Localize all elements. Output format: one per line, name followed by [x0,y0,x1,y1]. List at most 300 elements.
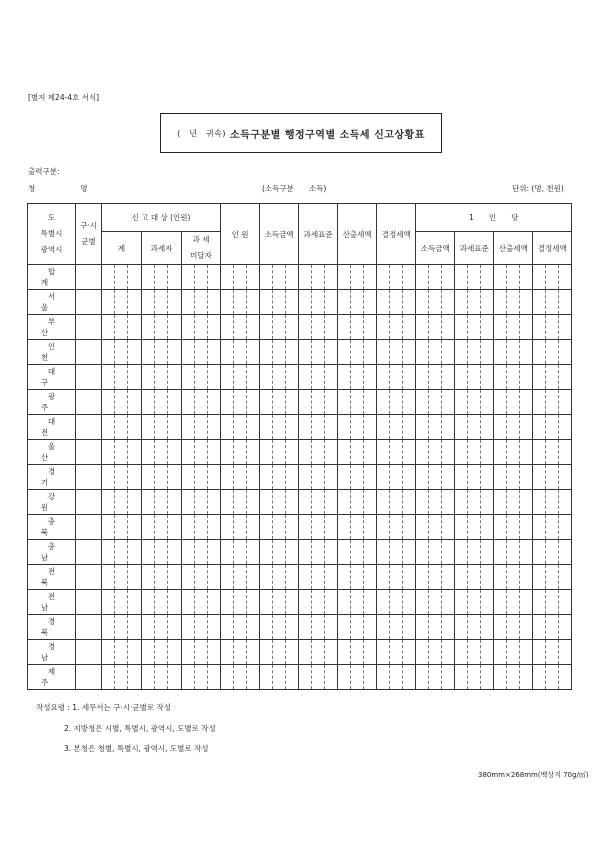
value-cell[interactable] [520,265,533,290]
value-cell[interactable] [390,290,403,315]
value-cell[interactable] [351,640,364,665]
value-cell[interactable] [533,365,546,390]
value-cell[interactable] [546,615,559,640]
value-cell[interactable] [390,540,403,565]
value-cell[interactable] [325,290,338,315]
value-cell[interactable] [299,665,312,690]
value-cell[interactable] [481,465,494,490]
value-cell[interactable] [260,265,273,290]
value-cell[interactable] [260,540,273,565]
value-cell[interactable] [168,415,182,440]
value-cell[interactable] [364,565,377,590]
value-cell[interactable] [260,315,273,340]
value-cell[interactable] [142,265,155,290]
value-cell[interactable] [390,615,403,640]
value-cell[interactable] [247,615,260,640]
value-cell[interactable] [299,540,312,565]
value-cell[interactable] [260,340,273,365]
value-cell[interactable] [377,615,390,640]
value-cell[interactable] [533,290,546,315]
value-cell[interactable] [312,565,325,590]
value-cell[interactable] [338,515,351,540]
value-cell[interactable] [155,465,168,490]
value-cell[interactable] [338,615,351,640]
value-cell[interactable] [455,590,468,615]
value-cell[interactable] [247,465,260,490]
value-cell[interactable] [208,340,221,365]
value-cell[interactable] [168,640,182,665]
value-cell[interactable] [390,265,403,290]
value-cell[interactable] [442,515,455,540]
value-cell[interactable] [507,615,520,640]
value-cell[interactable] [260,515,273,540]
value-cell[interactable] [338,465,351,490]
value-cell[interactable] [507,665,520,690]
value-cell[interactable] [273,390,286,415]
value-cell[interactable] [559,540,572,565]
value-cell[interactable] [325,640,338,665]
value-cell[interactable] [286,565,299,590]
value-cell[interactable] [299,515,312,540]
value-cell[interactable] [155,665,168,690]
value-cell[interactable] [221,365,234,390]
value-cell[interactable] [102,565,115,590]
value-cell[interactable] [364,290,377,315]
value-cell[interactable] [273,515,286,540]
value-cell[interactable] [468,590,481,615]
value-cell[interactable] [168,490,182,515]
value-cell[interactable] [195,665,208,690]
value-cell[interactable] [115,590,128,615]
value-cell[interactable] [182,615,195,640]
value-cell[interactable] [234,465,247,490]
value-cell[interactable] [520,665,533,690]
value-cell[interactable] [208,265,221,290]
value-cell[interactable] [325,490,338,515]
value-cell[interactable] [416,315,429,340]
value-cell[interactable] [208,315,221,340]
value-cell[interactable] [128,640,142,665]
value-cell[interactable] [351,665,364,690]
value-cell[interactable] [481,365,494,390]
value-cell[interactable] [273,440,286,465]
value-cell[interactable] [429,490,442,515]
value-cell[interactable] [507,265,520,290]
value-cell[interactable] [390,590,403,615]
value-cell[interactable] [273,540,286,565]
value-cell[interactable] [195,290,208,315]
value-cell[interactable] [286,340,299,365]
value-cell[interactable] [182,265,195,290]
value-cell[interactable] [338,390,351,415]
value-cell[interactable] [559,515,572,540]
value-cell[interactable] [247,290,260,315]
value-cell[interactable] [128,390,142,415]
value-cell[interactable] [168,290,182,315]
value-cell[interactable] [442,590,455,615]
value-cell[interactable] [168,515,182,540]
value-cell[interactable] [390,565,403,590]
value-cell[interactable] [455,565,468,590]
value-cell[interactable] [403,365,416,390]
value-cell[interactable] [403,590,416,615]
value-cell[interactable] [546,415,559,440]
value-cell[interactable] [494,340,507,365]
value-cell[interactable] [115,265,128,290]
value-cell[interactable] [128,590,142,615]
value-cell[interactable] [221,390,234,415]
value-cell[interactable] [128,490,142,515]
value-cell[interactable] [546,265,559,290]
value-cell[interactable] [312,440,325,465]
value-cell[interactable] [247,365,260,390]
value-cell[interactable] [182,390,195,415]
value-cell[interactable] [390,365,403,390]
value-cell[interactable] [494,590,507,615]
value-cell[interactable] [364,440,377,465]
value-cell[interactable] [247,590,260,615]
value-cell[interactable] [234,515,247,540]
value-cell[interactable] [115,465,128,490]
value-cell[interactable] [468,290,481,315]
value-cell[interactable] [155,565,168,590]
value-cell[interactable] [142,390,155,415]
value-cell[interactable] [520,290,533,315]
value-cell[interactable] [155,490,168,515]
value-cell[interactable] [142,515,155,540]
value-cell[interactable] [221,615,234,640]
value-cell[interactable] [455,315,468,340]
value-cell[interactable] [273,615,286,640]
value-cell[interactable] [546,440,559,465]
value-cell[interactable] [377,490,390,515]
value-cell[interactable] [312,615,325,640]
value-cell[interactable] [312,490,325,515]
value-cell[interactable] [520,615,533,640]
value-cell[interactable] [403,665,416,690]
value-cell[interactable] [455,290,468,315]
value-cell[interactable] [208,540,221,565]
value-cell[interactable] [195,340,208,365]
value-cell[interactable] [442,315,455,340]
value-cell[interactable] [234,290,247,315]
value-cell[interactable] [403,390,416,415]
value-cell[interactable] [364,390,377,415]
value-cell[interactable] [247,340,260,365]
value-cell[interactable] [208,290,221,315]
value-cell[interactable] [338,340,351,365]
value-cell[interactable] [195,390,208,415]
value-cell[interactable] [390,315,403,340]
value-cell[interactable] [312,315,325,340]
value-cell[interactable] [507,490,520,515]
district-cell[interactable] [76,440,102,465]
value-cell[interactable] [273,665,286,690]
value-cell[interactable] [182,640,195,665]
value-cell[interactable] [234,490,247,515]
value-cell[interactable] [351,415,364,440]
value-cell[interactable] [442,640,455,665]
value-cell[interactable] [234,315,247,340]
value-cell[interactable] [403,490,416,515]
value-cell[interactable] [533,640,546,665]
value-cell[interactable] [115,665,128,690]
value-cell[interactable] [155,415,168,440]
value-cell[interactable] [455,415,468,440]
value-cell[interactable] [494,265,507,290]
value-cell[interactable] [429,290,442,315]
value-cell[interactable] [429,415,442,440]
value-cell[interactable] [429,615,442,640]
value-cell[interactable] [155,265,168,290]
value-cell[interactable] [468,565,481,590]
value-cell[interactable] [208,465,221,490]
value-cell[interactable] [364,415,377,440]
value-cell[interactable] [286,315,299,340]
value-cell[interactable] [481,265,494,290]
value-cell[interactable] [221,415,234,440]
value-cell[interactable] [403,290,416,315]
value-cell[interactable] [520,515,533,540]
value-cell[interactable] [364,265,377,290]
value-cell[interactable] [416,615,429,640]
value-cell[interactable] [429,365,442,390]
value-cell[interactable] [102,640,115,665]
value-cell[interactable] [351,440,364,465]
value-cell[interactable] [364,665,377,690]
value-cell[interactable] [546,665,559,690]
value-cell[interactable] [273,290,286,315]
district-cell[interactable] [76,315,102,340]
value-cell[interactable] [481,615,494,640]
value-cell[interactable] [286,515,299,540]
value-cell[interactable] [208,615,221,640]
value-cell[interactable] [468,640,481,665]
value-cell[interactable] [351,365,364,390]
value-cell[interactable] [416,640,429,665]
value-cell[interactable] [416,265,429,290]
value-cell[interactable] [168,340,182,365]
value-cell[interactable] [260,290,273,315]
value-cell[interactable] [364,615,377,640]
value-cell[interactable] [195,440,208,465]
value-cell[interactable] [142,640,155,665]
value-cell[interactable] [299,490,312,515]
value-cell[interactable] [325,265,338,290]
value-cell[interactable] [416,490,429,515]
value-cell[interactable] [559,365,572,390]
value-cell[interactable] [195,465,208,490]
value-cell[interactable] [221,640,234,665]
value-cell[interactable] [260,415,273,440]
value-cell[interactable] [559,565,572,590]
value-cell[interactable] [429,640,442,665]
value-cell[interactable] [364,490,377,515]
value-cell[interactable] [533,440,546,465]
value-cell[interactable] [351,490,364,515]
value-cell[interactable] [195,415,208,440]
value-cell[interactable] [299,340,312,365]
value-cell[interactable] [416,290,429,315]
value-cell[interactable] [247,390,260,415]
value-cell[interactable] [247,490,260,515]
value-cell[interactable] [208,490,221,515]
value-cell[interactable] [481,490,494,515]
value-cell[interactable] [442,265,455,290]
value-cell[interactable] [507,315,520,340]
value-cell[interactable] [115,340,128,365]
value-cell[interactable] [416,515,429,540]
value-cell[interactable] [494,565,507,590]
value-cell[interactable] [520,390,533,415]
value-cell[interactable] [299,315,312,340]
value-cell[interactable] [442,365,455,390]
district-cell[interactable] [76,265,102,290]
value-cell[interactable] [142,565,155,590]
value-cell[interactable] [247,440,260,465]
value-cell[interactable] [507,590,520,615]
value-cell[interactable] [325,465,338,490]
value-cell[interactable] [390,490,403,515]
value-cell[interactable] [312,640,325,665]
value-cell[interactable] [299,640,312,665]
value-cell[interactable] [128,565,142,590]
value-cell[interactable] [429,515,442,540]
value-cell[interactable] [195,515,208,540]
value-cell[interactable] [142,465,155,490]
district-cell[interactable] [76,365,102,390]
value-cell[interactable] [182,365,195,390]
value-cell[interactable] [507,290,520,315]
value-cell[interactable] [351,315,364,340]
value-cell[interactable] [182,415,195,440]
value-cell[interactable] [128,315,142,340]
value-cell[interactable] [221,340,234,365]
value-cell[interactable] [494,540,507,565]
value-cell[interactable] [142,315,155,340]
district-cell[interactable] [76,340,102,365]
value-cell[interactable] [102,265,115,290]
value-cell[interactable] [273,265,286,290]
value-cell[interactable] [128,665,142,690]
value-cell[interactable] [377,515,390,540]
value-cell[interactable] [208,515,221,540]
value-cell[interactable] [234,415,247,440]
value-cell[interactable] [142,540,155,565]
value-cell[interactable] [442,665,455,690]
value-cell[interactable] [442,440,455,465]
value-cell[interactable] [416,415,429,440]
value-cell[interactable] [273,415,286,440]
value-cell[interactable] [442,465,455,490]
value-cell[interactable] [312,265,325,290]
value-cell[interactable] [102,665,115,690]
value-cell[interactable] [546,390,559,415]
value-cell[interactable] [221,290,234,315]
value-cell[interactable] [168,665,182,690]
value-cell[interactable] [168,365,182,390]
value-cell[interactable] [390,640,403,665]
value-cell[interactable] [299,415,312,440]
value-cell[interactable] [468,340,481,365]
value-cell[interactable] [182,315,195,340]
value-cell[interactable] [546,515,559,540]
value-cell[interactable] [351,465,364,490]
value-cell[interactable] [520,440,533,465]
value-cell[interactable] [195,540,208,565]
value-cell[interactable] [494,665,507,690]
value-cell[interactable] [299,615,312,640]
value-cell[interactable] [325,665,338,690]
value-cell[interactable] [494,390,507,415]
value-cell[interactable] [247,565,260,590]
value-cell[interactable] [260,440,273,465]
value-cell[interactable] [351,615,364,640]
value-cell[interactable] [325,365,338,390]
value-cell[interactable] [208,565,221,590]
value-cell[interactable] [208,415,221,440]
value-cell[interactable] [286,265,299,290]
value-cell[interactable] [312,515,325,540]
value-cell[interactable] [546,490,559,515]
value-cell[interactable] [533,415,546,440]
value-cell[interactable] [325,415,338,440]
value-cell[interactable] [208,665,221,690]
value-cell[interactable] [155,365,168,390]
district-cell[interactable] [76,640,102,665]
value-cell[interactable] [377,565,390,590]
value-cell[interactable] [546,315,559,340]
value-cell[interactable] [168,440,182,465]
value-cell[interactable] [221,265,234,290]
value-cell[interactable] [364,465,377,490]
value-cell[interactable] [403,440,416,465]
value-cell[interactable] [155,540,168,565]
value-cell[interactable] [377,440,390,465]
value-cell[interactable] [481,340,494,365]
value-cell[interactable] [533,590,546,615]
value-cell[interactable] [221,440,234,465]
value-cell[interactable] [546,340,559,365]
value-cell[interactable] [260,365,273,390]
value-cell[interactable] [273,590,286,615]
value-cell[interactable] [273,365,286,390]
value-cell[interactable] [494,465,507,490]
district-cell[interactable] [76,590,102,615]
value-cell[interactable] [155,390,168,415]
value-cell[interactable] [442,340,455,365]
value-cell[interactable] [234,265,247,290]
value-cell[interactable] [403,415,416,440]
value-cell[interactable] [455,490,468,515]
value-cell[interactable] [208,590,221,615]
value-cell[interactable] [455,465,468,490]
value-cell[interactable] [325,315,338,340]
value-cell[interactable] [520,565,533,590]
value-cell[interactable] [260,465,273,490]
value-cell[interactable] [128,415,142,440]
value-cell[interactable] [338,640,351,665]
value-cell[interactable] [468,390,481,415]
value-cell[interactable] [312,340,325,365]
value-cell[interactable] [520,640,533,665]
value-cell[interactable] [507,640,520,665]
value-cell[interactable] [481,440,494,465]
value-cell[interactable] [403,315,416,340]
value-cell[interactable] [338,590,351,615]
value-cell[interactable] [429,590,442,615]
value-cell[interactable] [377,665,390,690]
